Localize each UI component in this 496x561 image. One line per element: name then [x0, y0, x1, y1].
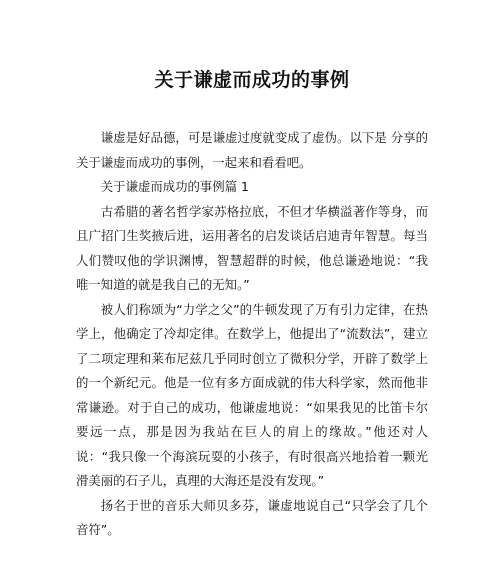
socrates-paragraph: 古希腊的著名哲学家苏格拉底，不但才华横溢著作等身，而且广招门生奖掖后进，运用著名的启发谈话启迪青年智慧。每当人们赞叹他的学识渊博，智慧超群的时候，他总谦逊地说：“我唯一知道的就是我自己的无知。” [76, 203, 428, 292]
beethoven-paragraph: 扬名于世的音乐大师贝多芬，谦虚地说自己“只学会了几个音符”。 [76, 497, 428, 537]
section-heading: 关于谦虚而成功的事例篇 1 [100, 179, 249, 194]
intro-paragraph: 谦虚是好品德，可是谦虚过度就变成了虚伪。以下是 分享的关于谦虚而成功的事例，一起来和看看吧。 [76, 130, 428, 170]
document-title: 关于谦虚而成功的事例 [154, 69, 350, 91]
newton-paragraph: 被人们称颂为“力学之父”的牛顿发现了万有引力定律，在热学上，他确定了冷却定律。在数学上，他提出了“流数法”，建立了二项定理和莱布尼兹几乎同时创立了微积分学，开辟了数学上的一个新纪元。他是一位有多方面成就的伟大科学家，然而他非常谦逊。对于自己的成功，他谦虚地说：“如果我见的比笛卡尔要远一点，那是因为我站在巨人的肩上的缘故。”他还对人说：“我只像一个海滨玩耍的小孩子，有时很高兴地拾着一颗光滑美丽的石子儿，真理的大海还是没有发现。” [76, 301, 428, 488]
